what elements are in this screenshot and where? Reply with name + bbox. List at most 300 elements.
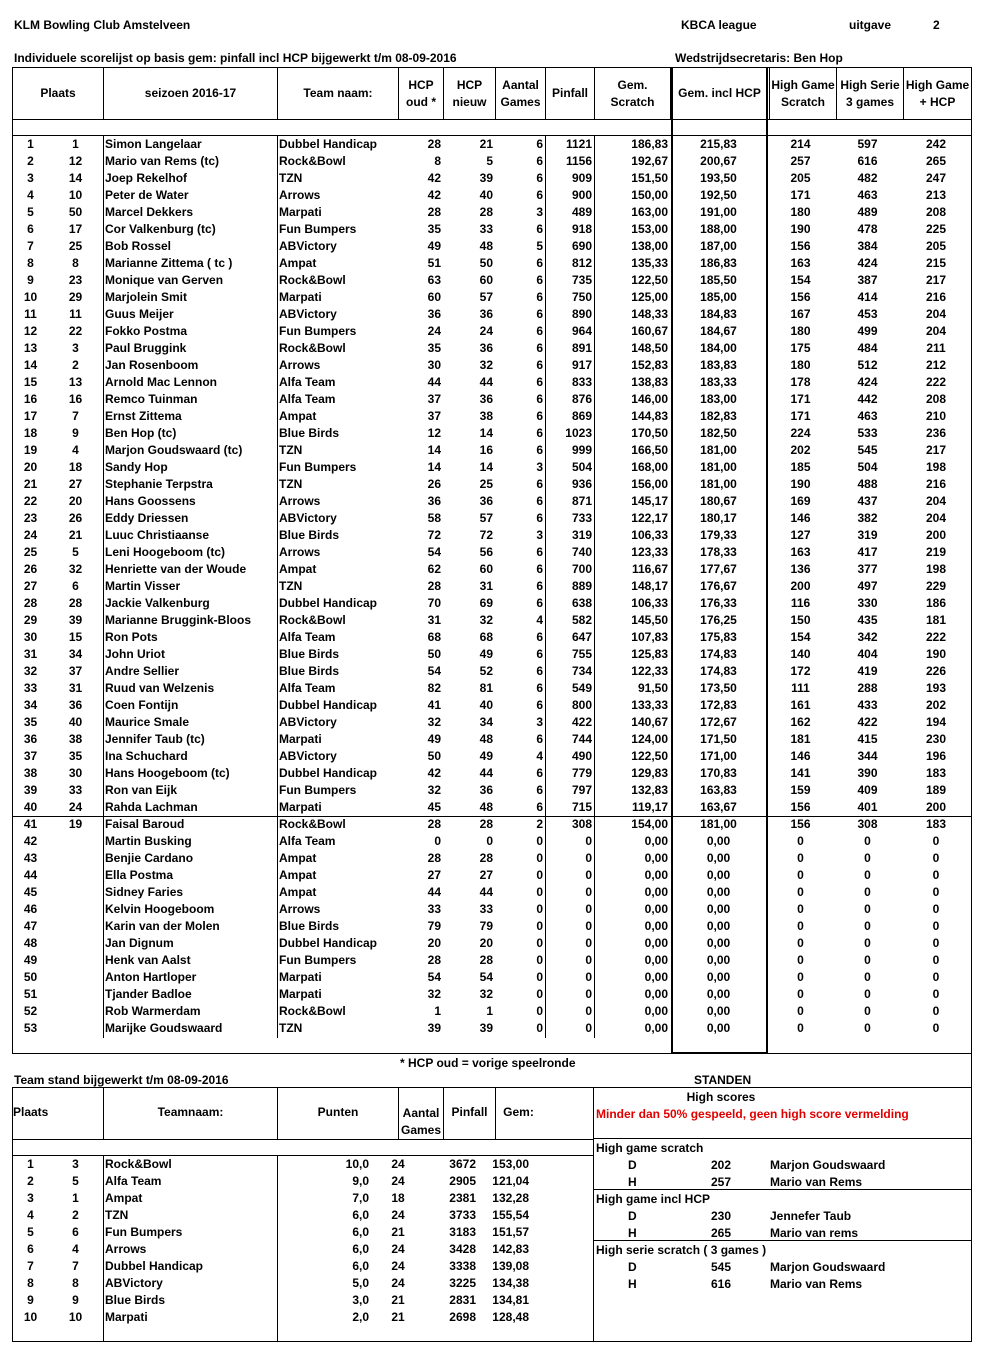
player-name: Hans Goossens xyxy=(105,494,196,508)
team-avg: 134,81 xyxy=(492,1293,529,1307)
avg-hcp: 0,00 xyxy=(706,970,731,984)
games: 5 xyxy=(536,239,543,253)
team-row xyxy=(13,1173,593,1190)
high-game-scratch: 171 xyxy=(790,409,811,423)
avg-scratch: 106,33 xyxy=(631,596,668,610)
player-row xyxy=(13,952,971,969)
prev-rank: 23 xyxy=(68,273,83,287)
high-game-scratch: 163 xyxy=(790,256,811,270)
high-series: 404 xyxy=(857,647,878,661)
avg-scratch: 0,00 xyxy=(644,885,668,899)
high-score-category: H xyxy=(628,1175,637,1189)
hcp-old: 8 xyxy=(434,154,441,168)
player-row xyxy=(13,272,971,289)
games: 6 xyxy=(536,698,543,712)
player-name: John Uriot xyxy=(105,647,165,661)
player-row xyxy=(13,765,971,782)
player-name: Ella Postma xyxy=(105,868,174,882)
pinfall: 964 xyxy=(571,324,592,338)
team-points: 10,0 xyxy=(345,1157,369,1171)
rank: 33 xyxy=(23,681,38,695)
high-game-hcp: 216 xyxy=(925,477,947,491)
high-score-section-title: High game incl HCP xyxy=(596,1192,711,1206)
team-pinfall: 2698 xyxy=(449,1310,476,1324)
high-game-hcp: 247 xyxy=(925,171,947,185)
player-name: Henk van Aalst xyxy=(105,953,191,967)
pinfall: 0 xyxy=(585,1021,592,1035)
avg-hcp: 0,00 xyxy=(706,953,731,967)
avg-scratch: 144,83 xyxy=(631,409,668,423)
high-series: 0 xyxy=(864,970,871,984)
high-game-scratch: 190 xyxy=(790,477,811,491)
hcp-old: 0 xyxy=(434,834,441,848)
pinfall: 797 xyxy=(571,783,592,797)
high-series: 0 xyxy=(864,919,871,933)
team-name: ABVictory xyxy=(279,749,337,763)
player-name: Hans Hoogeboom (tc) xyxy=(105,766,230,780)
team-name: Arrows xyxy=(279,494,321,508)
hcp-old: 33 xyxy=(427,902,441,916)
high-score-category: D xyxy=(628,1209,637,1223)
avg-scratch: 0,00 xyxy=(644,970,668,984)
hcp-old: 72 xyxy=(427,528,441,542)
high-series: 433 xyxy=(857,698,878,712)
player-row xyxy=(13,476,971,493)
games: 6 xyxy=(536,375,543,389)
team-name: Rock&Bowl xyxy=(279,154,346,168)
high-game-scratch: 136 xyxy=(790,562,811,576)
team-name: Dubbel Handicap xyxy=(279,698,378,712)
team-name: TZN xyxy=(279,1021,303,1035)
prev-rank: 3 xyxy=(72,341,79,355)
pinfall: 733 xyxy=(571,511,592,525)
hcp-old: 28 xyxy=(427,851,441,865)
team-games: 21 xyxy=(391,1225,405,1239)
team-points: 5,0 xyxy=(352,1276,369,1290)
high-game-hcp: 0 xyxy=(932,851,940,865)
rank: 13 xyxy=(23,341,38,355)
player-name: Jackie Valkenburg xyxy=(105,596,210,610)
high-series: 0 xyxy=(864,953,871,967)
hcp-new: 38 xyxy=(479,409,493,423)
team-name: Ampat xyxy=(279,851,317,865)
hcp-old: 54 xyxy=(427,664,441,678)
league-name: KBCA league xyxy=(681,18,757,32)
player-name: Sidney Faries xyxy=(105,885,184,899)
games: 4 xyxy=(536,613,543,627)
high-game-scratch: 154 xyxy=(790,273,811,287)
high-game-hcp: 0 xyxy=(932,953,940,967)
team-row-spacer xyxy=(531,1207,593,1224)
high-game-hcp: 0 xyxy=(932,987,940,1001)
avg-scratch: 156,00 xyxy=(631,477,668,491)
high-game-hcp: 208 xyxy=(925,392,947,406)
avg-scratch: 150,00 xyxy=(631,188,668,202)
high-game-scratch: 0 xyxy=(797,970,804,984)
high-game-hcp: 200 xyxy=(925,800,947,814)
avg-hcp: 171,50 xyxy=(700,732,737,746)
avg-hcp: 174,83 xyxy=(700,647,737,661)
team-pinfall: 3338 xyxy=(449,1259,476,1273)
player-name: Ina Schuchard xyxy=(105,749,188,763)
hcp-old: 35 xyxy=(427,341,441,355)
team-prev-rank: 1 xyxy=(72,1191,79,1205)
player-row xyxy=(13,442,971,459)
hcp-new: 14 xyxy=(479,460,493,474)
hcp-old: 37 xyxy=(427,409,441,423)
high-game-hcp: 0 xyxy=(932,1004,940,1018)
player-row xyxy=(13,340,971,357)
avg-scratch: 186,83 xyxy=(631,137,668,151)
games: 6 xyxy=(536,273,543,287)
player-row xyxy=(13,918,971,935)
rank: 29 xyxy=(23,613,38,627)
prev-rank: 27 xyxy=(68,477,83,491)
rank: 36 xyxy=(23,732,38,746)
avg-scratch: 0,00 xyxy=(644,953,668,967)
player-name: Marjon Goudswaard (tc) xyxy=(105,443,243,457)
avg-scratch: 0,00 xyxy=(644,851,668,865)
avg-scratch: 91,50 xyxy=(637,681,668,695)
prev-rank: 32 xyxy=(68,562,83,576)
avg-scratch: 140,67 xyxy=(631,715,668,729)
edition-label: uitgave xyxy=(849,18,892,32)
high-game-hcp: 204 xyxy=(925,494,947,508)
rank: 5 xyxy=(27,205,34,219)
rank: 32 xyxy=(23,664,38,678)
team-rank: 8 xyxy=(27,1276,34,1290)
hcp-new: 32 xyxy=(479,358,493,372)
avg-scratch: 0,00 xyxy=(644,919,668,933)
hcp-new: 0 xyxy=(486,834,493,848)
hcp-new: 60 xyxy=(479,273,493,287)
player-name: Bob Rossel xyxy=(105,239,172,253)
hcp-old: 54 xyxy=(427,545,441,559)
avg-hcp: 181,00 xyxy=(700,817,737,831)
hcp-old: 27 xyxy=(427,868,441,882)
hcp-new: 36 xyxy=(479,341,493,355)
prev-rank: 30 xyxy=(68,766,83,780)
team-rank: 9 xyxy=(27,1293,34,1307)
games: 0 xyxy=(536,1004,543,1018)
high-game-hcp: 222 xyxy=(925,630,947,644)
pinfall: 871 xyxy=(571,494,592,508)
hcp-old: 28 xyxy=(427,579,441,593)
hcp-new: 48 xyxy=(479,800,493,814)
hcp-new: 49 xyxy=(479,749,493,763)
team-name: Rock&Bowl xyxy=(279,817,346,831)
avg-hcp: 183,00 xyxy=(700,392,737,406)
hcp-old: 54 xyxy=(427,970,441,984)
hcp-new: 44 xyxy=(479,375,493,389)
rank: 17 xyxy=(23,409,38,423)
games: 6 xyxy=(536,630,543,644)
player-name: Henriette van der Woude xyxy=(105,562,247,576)
player-row xyxy=(13,238,971,255)
high-score-category: H xyxy=(628,1226,637,1240)
col-plaats: Plaats xyxy=(40,86,76,100)
team-row xyxy=(13,1241,593,1258)
player-name: Maurice Smale xyxy=(105,715,190,729)
team-prev-rank: 6 xyxy=(72,1225,79,1239)
high-score-category: D xyxy=(628,1158,637,1172)
high-series: 437 xyxy=(857,494,878,508)
team-name: Marpati xyxy=(105,1310,148,1324)
prev-rank xyxy=(48,969,103,986)
high-series: 384 xyxy=(857,239,878,253)
pinfall: 917 xyxy=(571,358,592,372)
avg-hcp: 180,67 xyxy=(700,494,737,508)
player-row xyxy=(13,170,971,187)
rank: 40 xyxy=(23,800,38,814)
high-game-hcp: 193 xyxy=(925,681,947,695)
col-avg-scratch: Gem. Scratch xyxy=(610,77,655,109)
team-points: 7,0 xyxy=(352,1191,369,1205)
high-series: 417 xyxy=(857,545,878,559)
pinfall: 936 xyxy=(571,477,592,491)
team-name: Rock&Bowl xyxy=(279,341,346,355)
player-row xyxy=(13,391,971,408)
hcp-old: 24 xyxy=(427,324,441,338)
pinfall: 833 xyxy=(571,375,592,389)
games: 6 xyxy=(536,358,543,372)
pinfall: 750 xyxy=(571,290,592,304)
team-table xyxy=(13,1156,593,1326)
high-game-scratch: 202 xyxy=(790,443,811,457)
team-games: 24 xyxy=(391,1276,405,1290)
high-series: 0 xyxy=(864,851,871,865)
high-series: 484 xyxy=(857,341,878,355)
hcp-old: 1 xyxy=(434,1004,441,1018)
team-pinfall: 2905 xyxy=(449,1174,476,1188)
team-row-spacer xyxy=(531,1275,593,1292)
standings-label: STANDEN xyxy=(694,1073,752,1087)
player-name: Marijke Goudswaard xyxy=(105,1021,223,1035)
hcp-new: 32 xyxy=(479,613,493,627)
player-row xyxy=(13,935,971,952)
player-row xyxy=(13,748,971,765)
hcp-old: 31 xyxy=(427,613,441,627)
hcp-new: 52 xyxy=(479,664,493,678)
high-series: 387 xyxy=(857,273,878,287)
high-series: 424 xyxy=(857,375,878,389)
team-pinfall: 3733 xyxy=(449,1208,476,1222)
games: 6 xyxy=(536,324,543,338)
team-name: Blue Birds xyxy=(279,919,340,933)
hcp-old: 36 xyxy=(427,494,441,508)
high-series: 424 xyxy=(857,256,878,270)
hcp-new: 44 xyxy=(479,885,493,899)
player-name: Karin van der Molen xyxy=(105,919,220,933)
rank: 42 xyxy=(23,834,38,848)
prev-rank: 5 xyxy=(72,545,79,559)
team-prev-rank: 9 xyxy=(72,1293,79,1307)
team-name: Fun Bumpers xyxy=(279,783,357,797)
games: 0 xyxy=(536,1021,543,1035)
avg-scratch: 148,33 xyxy=(631,307,668,321)
high-game-scratch: 0 xyxy=(797,902,804,916)
team-games: 24 xyxy=(391,1174,405,1188)
player-row xyxy=(13,425,971,442)
avg-hcp: 181,00 xyxy=(700,443,737,457)
high-score-category: D xyxy=(628,1260,637,1274)
team-games: 24 xyxy=(391,1242,405,1256)
hcp-new: 36 xyxy=(479,307,493,321)
hcp-old: 50 xyxy=(427,749,441,763)
team-pinfall: 3428 xyxy=(449,1242,476,1256)
rank: 18 xyxy=(23,426,38,440)
pinfall: 869 xyxy=(571,409,592,423)
hcp-new: 54 xyxy=(479,970,493,984)
avg-scratch: 166,50 xyxy=(631,443,668,457)
avg-scratch: 145,17 xyxy=(631,494,668,508)
rank: 21 xyxy=(23,477,38,491)
avg-scratch: 170,50 xyxy=(631,426,668,440)
player-row xyxy=(13,561,971,578)
games: 0 xyxy=(536,851,543,865)
player-row xyxy=(13,510,971,527)
hcp-old: 70 xyxy=(427,596,441,610)
hcp-new: 60 xyxy=(479,562,493,576)
hcp-new: 69 xyxy=(479,596,493,610)
team-pinfall: 3672 xyxy=(449,1157,476,1171)
high-game-scratch: 190 xyxy=(790,222,811,236)
team-name: Alfa Team xyxy=(279,834,336,848)
hcp-new: 32 xyxy=(479,987,493,1001)
high-game-hcp: 194 xyxy=(925,715,947,729)
prev-rank xyxy=(48,867,103,884)
high-game-hcp: 222 xyxy=(925,375,947,389)
avg-scratch: 154,00 xyxy=(631,817,668,831)
hcp-old: 42 xyxy=(427,188,441,202)
high-score-player: Mario van Rems xyxy=(770,1277,863,1291)
high-series: 288 xyxy=(857,681,878,695)
rank: 23 xyxy=(23,511,38,525)
avg-hcp: 178,33 xyxy=(700,545,737,559)
player-row xyxy=(13,306,971,323)
team-avg: 139,08 xyxy=(492,1259,529,1273)
hcp-new: 48 xyxy=(479,239,493,253)
pinfall: 734 xyxy=(571,664,592,678)
team-prev-rank: 5 xyxy=(72,1174,79,1188)
player-name: Remco Tuinman xyxy=(105,392,198,406)
games: 0 xyxy=(536,919,543,933)
avg-scratch: 116,67 xyxy=(631,562,668,576)
high-game-scratch: 162 xyxy=(790,715,811,729)
high-game-hcp: 202 xyxy=(925,698,947,712)
player-row xyxy=(13,493,971,510)
avg-scratch: 0,00 xyxy=(644,834,668,848)
avg-hcp: 186,83 xyxy=(700,256,737,270)
rank: 47 xyxy=(23,919,38,933)
team-name: Fun Bumpers xyxy=(279,953,357,967)
hcp-new: 36 xyxy=(479,392,493,406)
team-name: Rock&Bowl xyxy=(105,1157,172,1171)
hcp-new: 34 xyxy=(479,715,493,729)
high-series: 330 xyxy=(857,596,878,610)
avg-scratch: 122,33 xyxy=(631,664,668,678)
games: 6 xyxy=(536,392,543,406)
games: 6 xyxy=(536,647,543,661)
pinfall: 0 xyxy=(585,970,592,984)
avg-hcp: 172,67 xyxy=(700,715,737,729)
hcp-old: 32 xyxy=(427,715,441,729)
high-series: 414 xyxy=(857,290,878,304)
prev-rank: 34 xyxy=(68,647,83,661)
hcp-old: 12 xyxy=(427,426,441,440)
team-points: 6,0 xyxy=(352,1208,369,1222)
scorelist-subtitle: Individuele scorelijst op basis gem: pinfall incl HCP bijgewerkt t/m 08-09-2016 xyxy=(14,51,457,65)
avg-hcp: 177,67 xyxy=(700,562,737,576)
pinfall: 812 xyxy=(571,256,592,270)
high-game-scratch: 0 xyxy=(797,885,804,899)
high-game-hcp: 204 xyxy=(925,324,947,338)
rank: 22 xyxy=(23,494,38,508)
hcp-old: 51 xyxy=(427,256,441,270)
avg-scratch: 129,83 xyxy=(631,766,668,780)
rank: 52 xyxy=(23,1004,38,1018)
avg-hcp: 0,00 xyxy=(706,851,731,865)
rank: 19 xyxy=(23,443,38,457)
high-series: 0 xyxy=(864,936,871,950)
high-series: 390 xyxy=(857,766,878,780)
high-series: 442 xyxy=(857,392,878,406)
high-game-hcp: 216 xyxy=(925,290,947,304)
hcp-new: 25 xyxy=(479,477,493,491)
rank: 38 xyxy=(23,766,38,780)
avg-scratch: 138,83 xyxy=(631,375,668,389)
team-avg: 121,04 xyxy=(492,1174,529,1188)
team-points: 6,0 xyxy=(352,1242,369,1256)
avg-scratch: 107,83 xyxy=(631,630,668,644)
high-series: 478 xyxy=(857,222,878,236)
player-name: Jennifer Taub (tc) xyxy=(105,732,205,746)
col-games: Aantal Games xyxy=(500,77,541,109)
avg-hcp: 185,00 xyxy=(700,290,737,304)
games: 3 xyxy=(536,205,543,219)
rank: 39 xyxy=(23,783,38,797)
col-pinfall: Pinfall xyxy=(551,86,588,100)
player-name: Martin Visser xyxy=(105,579,181,593)
team-row xyxy=(13,1258,593,1275)
high-game-scratch: 159 xyxy=(790,783,811,797)
prev-rank: 20 xyxy=(68,494,83,508)
high-series: 0 xyxy=(864,834,871,848)
high-score-player: Marjon Goudswaard xyxy=(770,1158,886,1172)
hcp-new: 36 xyxy=(479,783,493,797)
hcp-new: 5 xyxy=(486,154,493,168)
rank: 48 xyxy=(23,936,38,950)
hcp-footnote: * HCP oud = vorige speelronde xyxy=(400,1056,576,1070)
team-name: Dubbel Handicap xyxy=(279,936,378,950)
hcp-new: 68 xyxy=(479,630,493,644)
high-series: 463 xyxy=(857,409,878,423)
prev-rank: 7 xyxy=(72,409,79,423)
prev-rank: 21 xyxy=(68,528,83,542)
games: 6 xyxy=(536,511,543,525)
avg-hcp: 184,00 xyxy=(700,341,737,355)
avg-scratch: 123,33 xyxy=(631,545,668,559)
avg-scratch: 119,17 xyxy=(631,800,668,814)
games: 0 xyxy=(536,868,543,882)
team-prev-rank: 4 xyxy=(72,1242,79,1256)
player-name: Simon Langelaar xyxy=(105,137,202,151)
games: 0 xyxy=(536,885,543,899)
avg-scratch: 0,00 xyxy=(644,987,668,1001)
high-game-scratch: 146 xyxy=(790,749,811,763)
games: 6 xyxy=(536,171,543,185)
hcp-old: 60 xyxy=(427,290,441,304)
